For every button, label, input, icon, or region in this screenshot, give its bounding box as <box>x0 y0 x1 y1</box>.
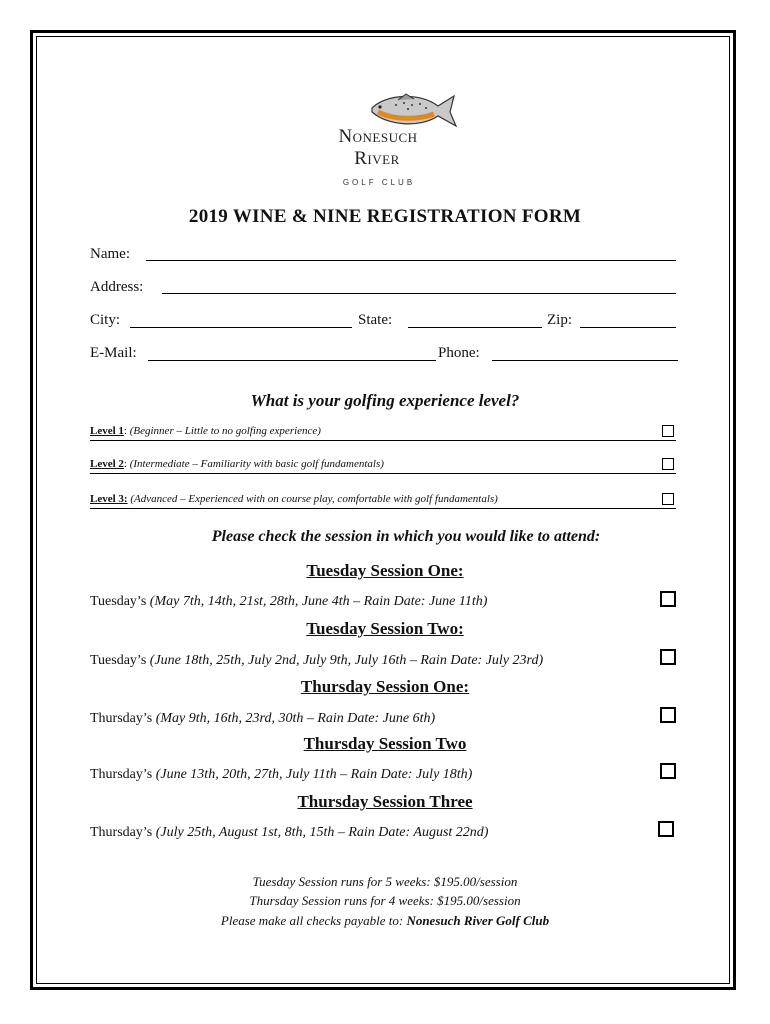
level-3-desc: (Advanced – Experienced with on course play, comfortable with golf fundamentals) <box>130 493 498 505</box>
city-field[interactable] <box>130 327 352 328</box>
email-field[interactable] <box>148 360 436 361</box>
name-field[interactable] <box>146 260 676 261</box>
footer-payable-name: Nonesuch River Golf Club <box>406 913 550 928</box>
logo-text-line1: Nonesuch <box>338 126 418 147</box>
session-1-title: Tuesday Session One: <box>306 561 464 580</box>
logo-text-line2: River <box>354 148 400 169</box>
session-4-title: Thursday Session Two <box>303 734 467 753</box>
state-field[interactable] <box>408 327 542 328</box>
session-2-title: Tuesday Session Two: <box>306 619 464 638</box>
level-1-row: Level 1: (Beginner – Little to no golfing experience) <box>90 425 676 441</box>
session-3-row <box>90 711 435 727</box>
zip-field[interactable] <box>580 327 676 328</box>
level-2-checkbox[interactable] <box>662 458 674 470</box>
club-logo <box>300 90 470 190</box>
address-label: Address: <box>90 279 144 295</box>
session-2-row <box>90 653 543 669</box>
level-2-row: Level 2: (Intermediate – Familiarity with basic golf fundamentals) <box>90 458 676 474</box>
session-1-day: Tuesday’s <box>90 594 147 609</box>
session-3-dates: (May 9th, 16th, 23rd, 30th – Rain Date: June 6th) <box>155 711 436 726</box>
session-4-dates: (June 13th, 20th, 27th, July 11th – Rain Date: July 18th) <box>155 767 473 782</box>
session-4-day: Thursday’s <box>90 767 153 782</box>
logo-text-line3: GOLF CLUB <box>342 178 416 187</box>
session-2-day: Tuesday’s <box>90 653 147 668</box>
session-5-day: Thursday’s <box>90 825 153 840</box>
level-3-row <box>90 493 676 509</box>
session-1-row <box>90 594 487 610</box>
level-2-label: Level 2 <box>90 458 124 470</box>
footer-thursday-price: Thursday Session runs for 4 weeks: $195.00/session <box>249 893 521 908</box>
phone-field[interactable] <box>492 360 678 361</box>
footer-tuesday-price: Tuesday Session runs for 5 weeks: $195.00/session <box>252 874 518 889</box>
session-3-title: Thursday Session One: <box>300 677 470 696</box>
level-3-checkbox[interactable] <box>662 493 674 505</box>
level-1-checkbox[interactable] <box>662 425 674 437</box>
level-2-desc: (Intermediate – Familiarity with basic golf fundamentals) <box>129 458 384 470</box>
session-5-dates: (July 25th, August 1st, 8th, 15th – Rain Date: August 22nd) <box>155 825 489 840</box>
footer-payable <box>0 913 770 929</box>
state-label: State: <box>358 312 393 328</box>
footer-payable-prefix: Please make all checks payable to: <box>220 913 404 928</box>
zip-label: Zip: <box>547 312 572 328</box>
session-4-row <box>90 767 472 783</box>
level-1-label: Level 1 <box>90 425 124 437</box>
session-heading: Please check the session in which you would like to attend: <box>211 528 601 545</box>
session-1-checkbox[interactable] <box>660 591 676 607</box>
experience-heading: What is your golfing experience level? <box>250 391 520 410</box>
session-5-row <box>90 825 488 841</box>
phone-label: Phone: <box>438 345 480 361</box>
email-label: E-Mail: <box>90 345 137 361</box>
level-1-desc: (Beginner – Little to no golfing experience) <box>129 425 321 437</box>
address-field[interactable] <box>162 293 676 294</box>
session-3-day: Thursday’s <box>90 711 153 726</box>
session-5-title: Thursday Session Three <box>297 792 473 811</box>
session-4-checkbox[interactable] <box>660 763 676 779</box>
city-label: City: <box>90 312 121 328</box>
form-title: 2019 WINE & NINE REGISTRATION FORM <box>188 206 582 227</box>
session-2-dates: (June 18th, 25th, July 2nd, July 9th, July 16th – Rain Date: July 23rd) <box>149 653 544 668</box>
name-label: Name: <box>90 246 130 262</box>
session-2-checkbox[interactable] <box>660 649 676 665</box>
session-3-checkbox[interactable] <box>660 707 676 723</box>
session-1-dates: (May 7th, 14th, 21st, 28th, June 4th – Rain Date: June 11th) <box>149 594 488 609</box>
level-3-label: Level 3: <box>90 493 128 505</box>
session-5-checkbox[interactable] <box>658 821 674 837</box>
